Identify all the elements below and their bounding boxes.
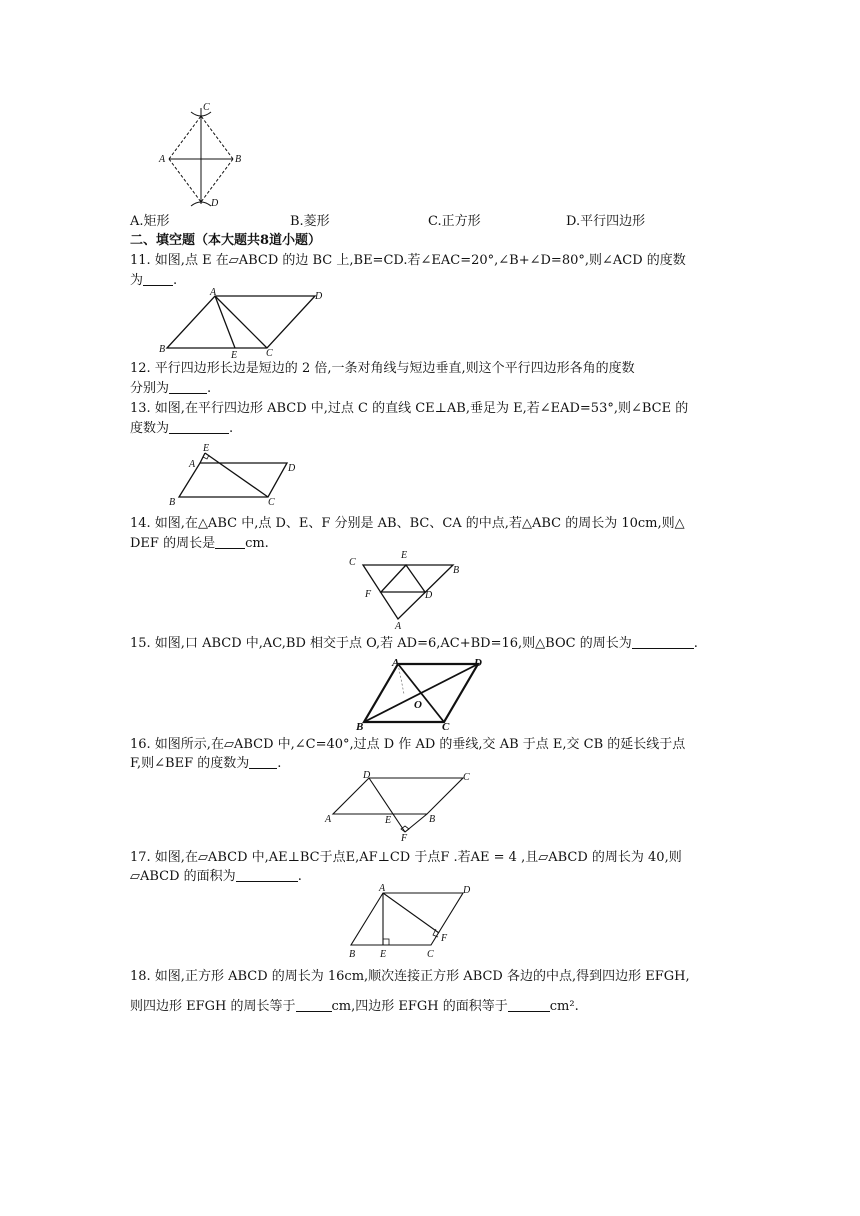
svg-text:A: A: [392, 657, 400, 669]
q14-suffix: cm.: [245, 536, 269, 551]
q11-prefix: 为: [130, 273, 144, 288]
q17-answer-blank[interactable]: [236, 868, 298, 882]
q18-perimeter-blank[interactable]: [296, 998, 332, 1012]
q16-period: .: [277, 756, 282, 771]
q14-prefix: DEF 的周长是: [130, 536, 216, 551]
svg-text:B: B: [235, 154, 242, 165]
svg-text:E: E: [401, 550, 408, 561]
q14-line2: [130, 534, 269, 554]
q13-answer-blank[interactable]: [169, 420, 229, 434]
svg-text:C: C: [427, 949, 434, 960]
q14-figure: [345, 549, 465, 632]
section-heading: 二、填空题（本大题共8道小题）: [130, 233, 322, 248]
svg-text:D: D: [315, 291, 323, 302]
svg-text:F: F: [441, 933, 448, 944]
q10-option-d: D.平行四边形: [566, 214, 646, 229]
q18-middle: cm,四边形 EFGH 的面积等于: [331, 999, 508, 1014]
q16-line2: [130, 754, 281, 774]
svg-text:C: C: [203, 102, 210, 113]
svg-text:D: D: [363, 770, 371, 781]
svg-text:O: O: [414, 699, 422, 711]
q15-line1: [130, 634, 698, 654]
q15-period: .: [693, 636, 698, 651]
svg-text:A: A: [189, 459, 196, 470]
svg-text:C: C: [442, 721, 450, 733]
q18-line2: [130, 997, 579, 1017]
svg-text:A: A: [395, 621, 402, 632]
q15-figure: [350, 656, 490, 732]
svg-text:B: B: [169, 497, 176, 508]
svg-text:C: C: [349, 557, 356, 568]
q18-area-blank[interactable]: [508, 998, 550, 1012]
q18-prefix: 则四边形 EFGH 的周长等于: [130, 999, 296, 1014]
svg-text:B: B: [453, 565, 460, 576]
svg-text:A: A: [210, 287, 217, 298]
q11-answer-blank[interactable]: [143, 272, 173, 286]
q12-prefix: 分别为: [130, 381, 170, 396]
q16-figure: [325, 770, 485, 844]
q10-option-b: B.菱形: [290, 214, 330, 229]
svg-text:D: D: [288, 463, 296, 474]
svg-text:E: E: [385, 815, 392, 826]
svg-text:A: A: [325, 814, 332, 825]
q14-line1: 14. 如图,在△ABC 中,点 D、E、F 分别是 AB、BC、CA 的中点,若△ABC 的周长为 10cm,则△: [130, 516, 685, 531]
svg-text:C: C: [463, 772, 470, 783]
q13-prefix: 度数为: [130, 421, 170, 436]
q10-option-c: C.正方形: [428, 214, 481, 229]
q13-figure: [165, 441, 310, 507]
svg-text:B: B: [159, 344, 166, 355]
svg-text:F: F: [401, 833, 408, 844]
q18-suffix: cm².: [549, 999, 579, 1014]
q18-line1: 18. 如图,正方形 ABCD 的周长为 16cm,顺次连接正方形 ABCD 各边的中点,得到四边形 EFGH,: [130, 969, 690, 984]
q13-period: .: [229, 421, 234, 436]
svg-text:D: D: [425, 590, 433, 601]
q16-answer-blank[interactable]: [249, 755, 277, 769]
svg-text:E: E: [380, 949, 387, 960]
q11-period: .: [173, 273, 178, 288]
q15-text: 15. 如图,口 ABCD 中,AC,BD 相交于点 O,若 AD=6,AC+BD=16,则△BOC 的周长为: [130, 636, 632, 651]
svg-text:A: A: [379, 883, 386, 894]
svg-text:F: F: [365, 589, 372, 600]
svg-text:B: B: [356, 721, 364, 733]
q16-prefix: F,则∠BEF 的度数为: [130, 756, 250, 771]
q10-option-a: A.矩形: [130, 214, 170, 229]
q11-line1: 11. 如图,点 E 在▱ABCD 的边 BC 上,BE=CD.若∠EAC=20°,∠B+∠D=80°,则∠ACD 的度数: [130, 253, 686, 268]
q17-figure: [345, 885, 485, 961]
svg-text:C: C: [268, 497, 275, 508]
svg-text:D: D: [211, 198, 219, 209]
q12-period: .: [207, 381, 212, 396]
q12-line2: [130, 379, 211, 399]
q17-period: .: [297, 869, 302, 884]
q17-line1: 17. 如图,在▱ABCD 中,AE⊥BC于点E,AF⊥CD 于点F .若AE = 4 ,且▱ABCD 的周长为 40,则: [130, 850, 682, 865]
svg-text:B: B: [349, 949, 356, 960]
svg-text:D: D: [474, 657, 482, 669]
q13-line2: [130, 419, 233, 439]
q15-answer-blank[interactable]: [632, 635, 694, 649]
svg-text:E: E: [203, 443, 210, 454]
q11-figure: [155, 286, 325, 361]
q14-answer-blank[interactable]: [215, 535, 245, 549]
q16-line1: 16. 如图所示,在▱ABCD 中,∠C=40°,过点 D 作 AD 的垂线,交 AB 于点 E,交 CB 的延长线于点: [130, 737, 686, 752]
svg-text:E: E: [231, 350, 238, 361]
svg-text:C: C: [266, 348, 273, 359]
svg-text:B: B: [429, 814, 436, 825]
q12-answer-blank[interactable]: [169, 380, 207, 394]
q17-line2: [130, 867, 302, 887]
q12-line1: 12. 平行四边形长边是短边的 2 倍,一条对角线与短边垂直,则这个平行四边形各角的度数: [130, 361, 635, 376]
svg-text:D: D: [463, 885, 471, 896]
q13-line1: 13. 如图,在平行四边形 ABCD 中,过点 C 的直线 CE⊥AB,垂足为 E,若∠EAD=53°,则∠BCE 的: [130, 401, 689, 416]
q17-prefix: ▱ABCD 的面积为: [130, 869, 236, 884]
q10-figure: [155, 100, 245, 212]
svg-text:A: A: [159, 154, 166, 165]
